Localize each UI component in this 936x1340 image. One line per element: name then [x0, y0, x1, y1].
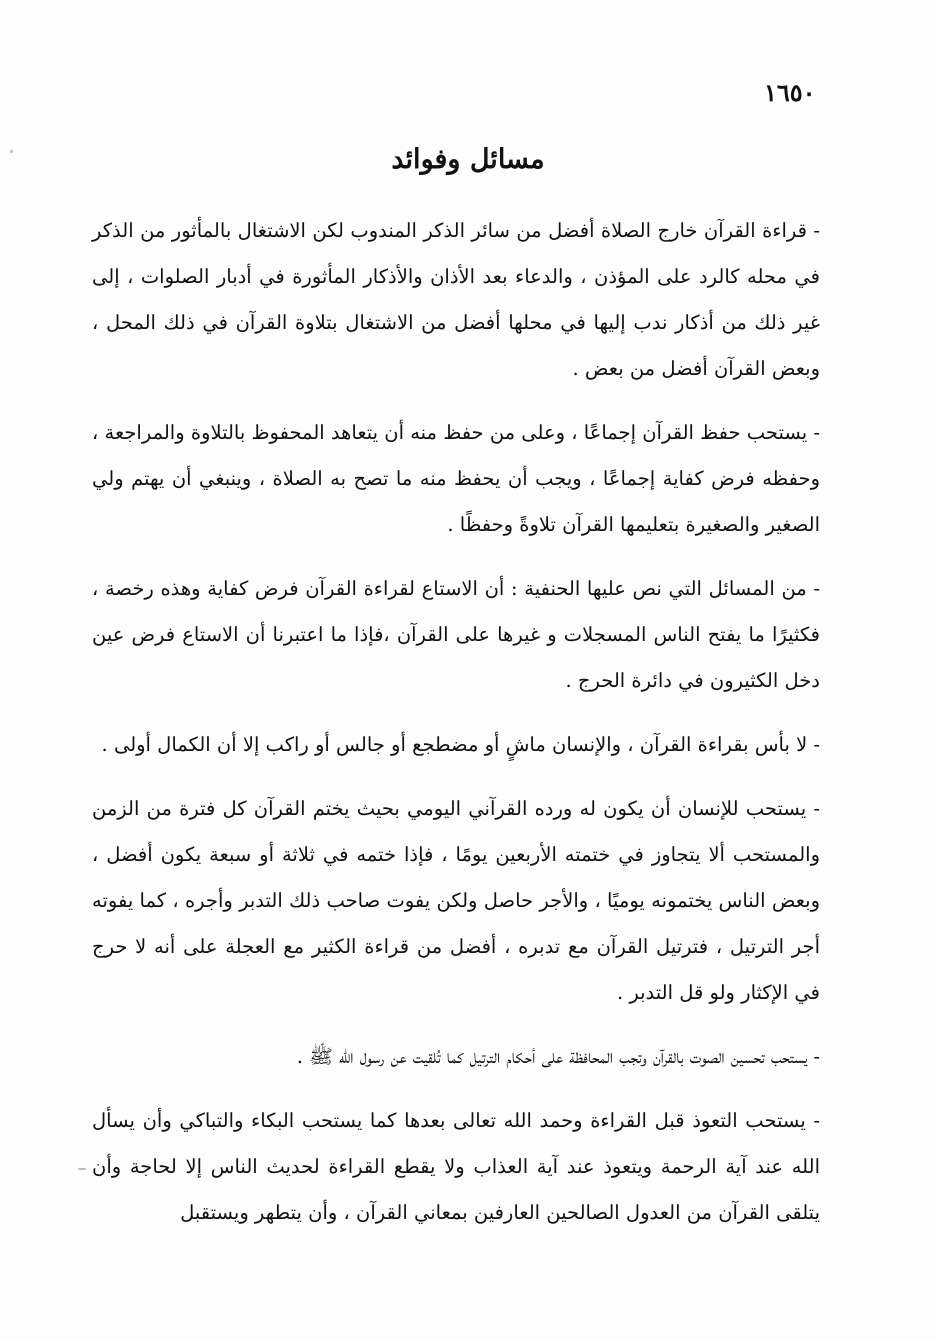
- paragraph-etiquette: - يستحب التعوذ قبل القراءة وحمد الله تعالى بعدها كما يستحب البكاء والتباكي وأن يسأل الله عند آية الرحمة ويتعوذ عند آية العذاب ولا يقطع القراءة لحديث الناس إلا لحاجة وأن يتلقى القرآن من العدول الصالحين العارفين بمعاني القرآن ، وأن يتطهر ويستقبل: [92, 1109, 820, 1224]
- scan-speck: [78, 1168, 86, 1170]
- paragraph-quran-reading-virtue: - قراءة القرآن خارج الصلاة أفضل من سائر الذكر المندوب لكن الاشتغال بالمأثور من الذكر في محله كالرد على المؤذن ، والدعاء بعد الأذان والأذكار المأثورة في أدبار الصلوات ، إلى غير ذلك من أذكار ندب إليها في محلها أفضل من الاشتغال بتلاوة القرآن في ذلك المحل ، وبعض القرآن أفضل من بعض .: [92, 219, 820, 380]
- scan-speck: [10, 150, 13, 153]
- paragraph-memorization: - يستحب حفظ القرآن إجماعًا ، وعلى من حفظ منه أن يتعاهد المحفوظ بالتلاوة والمراجعة ، وحفظه فرض كفاية إجماعًا ، ويجب أن يحفظ منه ما تصح به الصلاة ، وينبغي أن يهتم ولي الصغير والصغيرة بتعليمها القرآن تلاوةً وحفظًا .: [92, 421, 820, 536]
- paragraph-beautifying-voice: - يستحب تحسين الصوت بالقرآن وتجب المحافظة على أحكام الترتيل كما تُلقيت عن رسول الله ﷺ .: [296, 1045, 820, 1068]
- page-number: ١٦٥٠: [764, 78, 816, 107]
- paragraph-reading-posture: - لا بأس بقراءة القرآن ، والإنسان ماشٍ أو مضطجع أو جالس أو راكب إلا أن الكمال أولى .: [101, 733, 820, 756]
- paragraph-daily-portion: - يستحب للإنسان أن يكون له ورده القرآني اليومي بحيث يختم القرآن كل فترة من الزمن والمستحب ألا يتجاوز في ختمته الأربعين يومًا ، فإذا ختمه في ثلاثة أو سبعة يكون أفضل ، وبعض الناس يختمونه يوميًا ، والأجر حاصل ولكن يفوت صاحب ذلك التدبر وأجره ، كما يفوته أجر الترتيل ، فترتيل القرآن مع تدبره ، أفضل من قراءة الكثير مع العجلة على أنه لا حرج في الإكثار ولو قل التدبر .: [92, 797, 820, 1004]
- body-text: [92, 208, 820, 1236]
- section-heading: مسائل وفوائد: [391, 144, 545, 175]
- paragraph-listening: - من المسائل التي نص عليها الحنفية : أن الاستاع لقراءة القرآن فرض كفاية وهذه رخصة ، فكثيرًا ما يفتح الناس المسجلات و غيرها على القرآن ،فإذا ما اعتبرنا أن الاستاع فرض عين دخل الكثيرون في دائرة الحرج .: [92, 577, 820, 692]
